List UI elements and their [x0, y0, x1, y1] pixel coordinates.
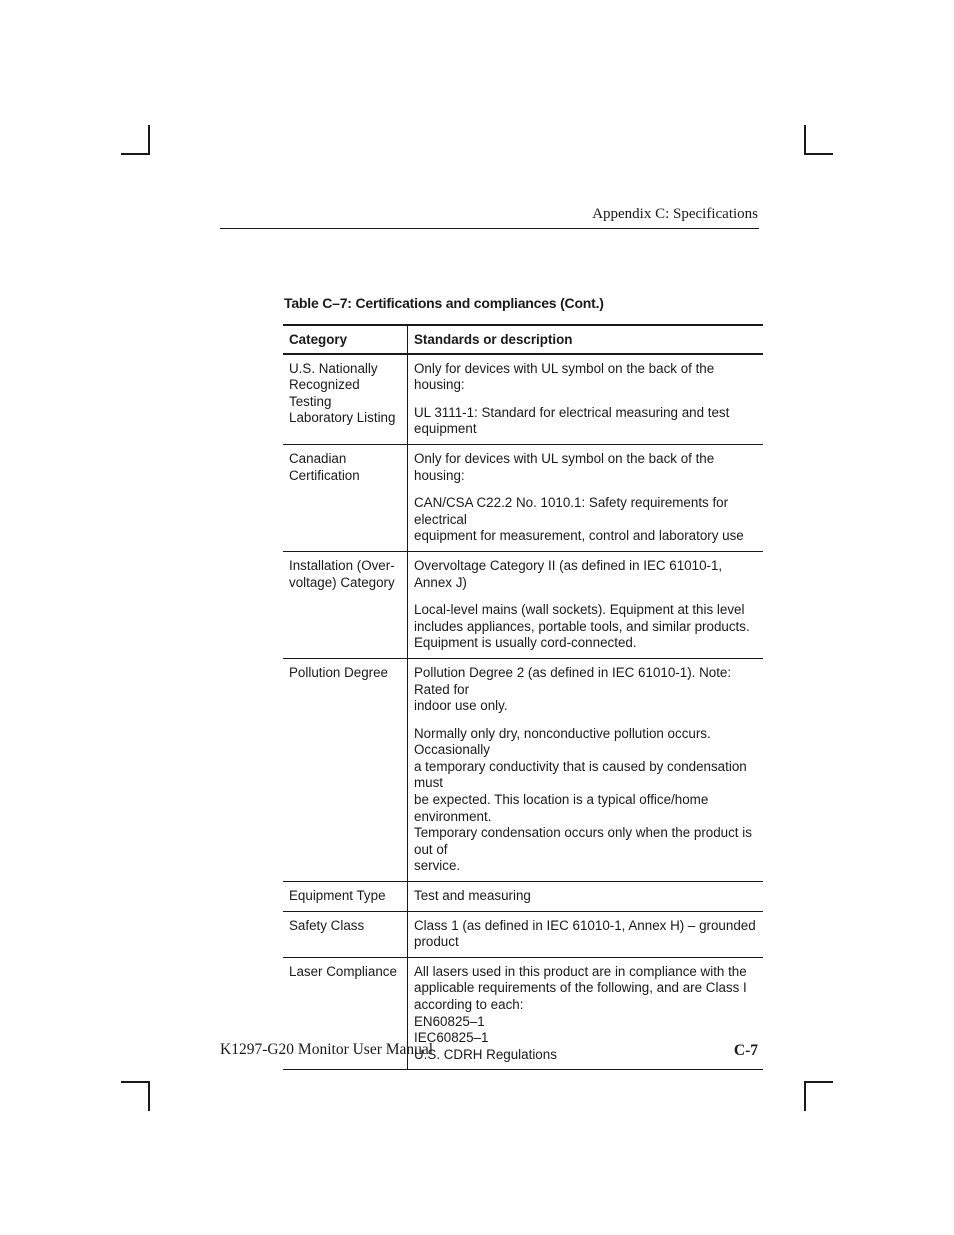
description-cell [408, 444, 764, 551]
description-text: product [414, 934, 459, 950]
description-cell [408, 354, 764, 445]
description-text: Test and measuring [414, 888, 531, 904]
table-row [283, 882, 763, 912]
description-text: Normally only dry, nonconductive pollution occurs. Occasionally [414, 725, 711, 758]
category-text: voltage) Category [289, 574, 395, 590]
column-header-description: Standards or description [408, 325, 764, 354]
description-paragraph [414, 964, 757, 1064]
category-cell [283, 882, 408, 912]
category-text: Safety Class [289, 917, 365, 933]
crop-mark-top-right-vertical [804, 125, 806, 155]
description-paragraph [414, 451, 757, 484]
crop-mark-top-left-vertical [148, 125, 150, 155]
description-text: Equipment is usually cord-connected. [414, 635, 637, 651]
table-row [283, 551, 763, 658]
category-cell [283, 551, 408, 658]
description-cell [408, 658, 764, 881]
description-paragraph [414, 405, 757, 438]
table-row [283, 354, 763, 445]
description-paragraph [414, 918, 757, 951]
category-text: Laser Compliance [289, 963, 397, 979]
description-cell [408, 911, 764, 957]
category-text: Equipment Type [289, 888, 386, 904]
certifications-table [283, 324, 763, 1070]
category-text: Laboratory Listing [289, 410, 396, 426]
crop-mark-bottom-right-horizontal [804, 1081, 833, 1083]
column-header-category: Category [283, 325, 408, 354]
description-text: Only for devices with UL symbol on the back of the housing: [414, 450, 715, 483]
crop-mark-bottom-left-horizontal [121, 1081, 150, 1083]
description-paragraph [414, 602, 757, 652]
description-text: a temporary conductivity that is caused by condensation must [414, 758, 747, 791]
description-text: Pollution Degree 2 (as defined in IEC 61010-1). Note: Rated for [414, 664, 732, 697]
table-body [283, 354, 763, 1070]
description-text: according to each: [414, 997, 524, 1012]
category-text: Installation (Over- [289, 557, 395, 573]
category-text: Pollution Degree [289, 664, 389, 680]
description-text: UL 3111-1: Standard for electrical measuring and test [414, 404, 730, 420]
page-number: C-7 [733, 1042, 758, 1059]
table-caption: Table C–7: Certifications and compliances (Cont.) [284, 295, 604, 311]
table-row [283, 658, 763, 881]
crop-mark-top-left-horizontal [121, 153, 150, 155]
description-text: applicable requirements of the following, and are Class I [414, 980, 747, 996]
description-cell [408, 882, 764, 912]
description-text: service. [414, 858, 461, 874]
header-rule [220, 228, 759, 229]
description-text: Class 1 (as defined in IEC 61010-1, Annex H) – grounded [414, 917, 756, 933]
description-text: Only for devices with UL symbol on the back of the housing: [414, 360, 715, 393]
category-cell [283, 658, 408, 881]
description-text: indoor use only. [414, 698, 508, 714]
description-text: equipment [414, 421, 477, 437]
category-cell [283, 444, 408, 551]
description-text: Overvoltage Category II (as defined in IEC 61010-1, Annex J) [414, 557, 723, 590]
description-text: includes appliances, portable tools, and similar products. [414, 618, 750, 634]
category-text: Recognized Testing [289, 377, 360, 409]
description-cell [408, 957, 764, 1070]
category-cell [283, 911, 408, 957]
description-paragraph [414, 558, 757, 591]
manual-title: K1297-G20 Monitor User Manual [220, 1041, 434, 1058]
category-text: Certification [289, 467, 360, 483]
description-text: equipment for measurement, control and laboratory use [414, 528, 744, 544]
description-paragraph [414, 726, 757, 875]
description-paragraph [414, 495, 757, 545]
running-header: Appendix C: Specifications [592, 206, 758, 222]
description-text: Temporary condensation occurs only when the product is out of [414, 825, 752, 857]
description-text: EN60825–1 [414, 1013, 485, 1029]
description-text: be expected. This location is a typical office/home environment. [414, 792, 709, 824]
table-row [283, 911, 763, 957]
category-text: U.S. Nationally [289, 360, 378, 376]
description-text: IEC60825–1 [414, 1030, 489, 1046]
description-paragraph [414, 665, 757, 715]
description-text: CAN/CSA C22.2 No. 1010.1: Safety requirements for electrical [414, 495, 729, 527]
crop-mark-top-right-horizontal [804, 153, 833, 155]
category-text: Canadian [289, 450, 347, 466]
description-paragraph [414, 361, 757, 394]
description-paragraph [414, 888, 757, 905]
crop-mark-bottom-left-vertical [148, 1081, 150, 1111]
category-cell [283, 354, 408, 445]
table-header-row [283, 325, 763, 354]
crop-mark-bottom-right-vertical [804, 1081, 806, 1111]
description-cell [408, 551, 764, 658]
description-text: U.S. CDRH Regulations [414, 1046, 557, 1062]
description-text: Local-level mains (wall sockets). Equipment at this level [414, 602, 745, 618]
table-row [283, 444, 763, 551]
description-text: All lasers used in this product are in compliance with the [414, 963, 747, 979]
